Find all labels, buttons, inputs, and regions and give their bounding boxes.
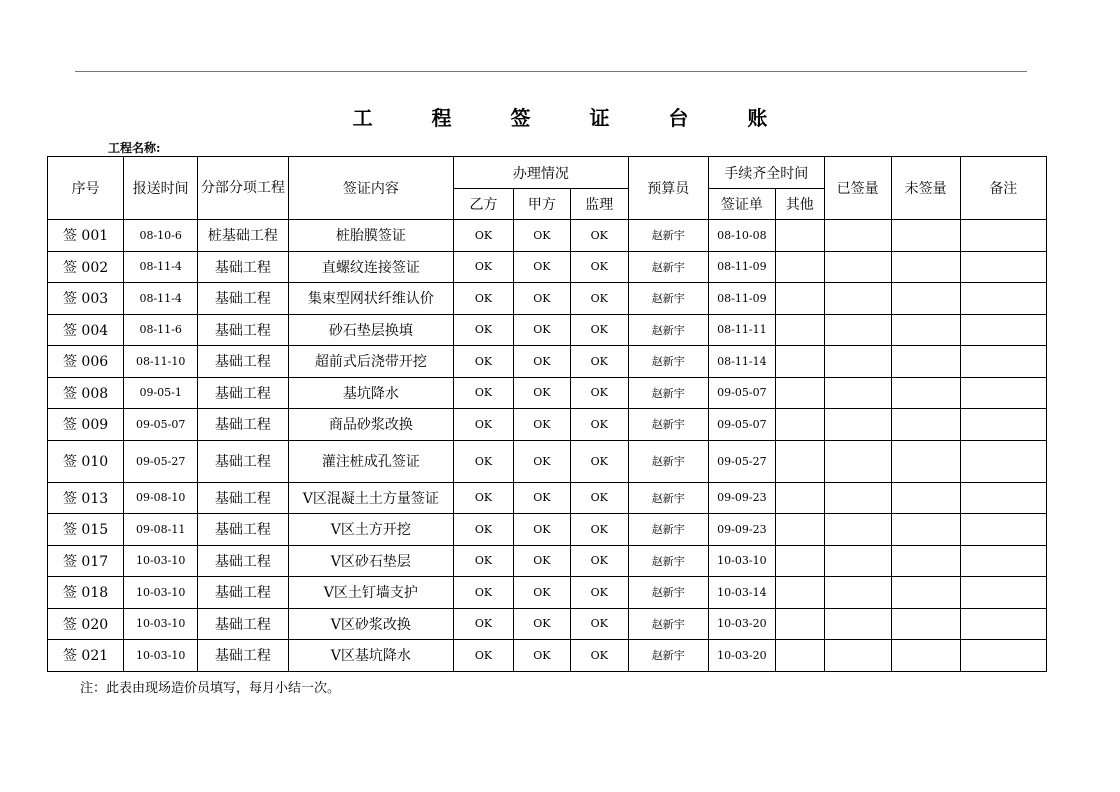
cell-seq: 签 017: [48, 545, 124, 577]
header-party-b: 乙方: [454, 189, 514, 220]
cell-visa-sheet-date: 08-11-09: [708, 283, 775, 315]
cell-content: Ⅴ区混凝土土方量签证: [288, 482, 453, 514]
cell-remarks: [960, 545, 1046, 577]
cell-seq: 签 010: [48, 440, 124, 482]
cell-party-b: OK: [454, 608, 514, 640]
header-other: 其他: [775, 189, 824, 220]
cell-unsigned-qty: [891, 314, 960, 346]
cell-remarks: [960, 640, 1046, 672]
cell-supervision: OK: [570, 314, 628, 346]
cell-budgeter: 赵新宇: [628, 440, 708, 482]
cell-party-a: OK: [513, 377, 570, 409]
cell-party-b: OK: [454, 283, 514, 315]
cell-signed-qty: [824, 640, 891, 672]
cell-submit-date: 10-03-10: [124, 608, 198, 640]
header-party-a: 甲方: [513, 189, 570, 220]
cell-supervision: OK: [570, 346, 628, 378]
top-rule: [75, 71, 1027, 72]
cell-submit-date: 09-08-11: [124, 514, 198, 546]
cell-remarks: [960, 314, 1046, 346]
cell-other: [775, 577, 824, 609]
cell-content: 桩胎膜签证: [288, 220, 453, 252]
cell-subproject: 基础工程: [198, 514, 288, 546]
cell-signed-qty: [824, 545, 891, 577]
cell-signed-qty: [824, 608, 891, 640]
cell-submit-date: 08-11-6: [124, 314, 198, 346]
cell-seq: 签 018: [48, 577, 124, 609]
cell-visa-sheet-date: 10-03-20: [708, 640, 775, 672]
cell-subproject: 基础工程: [198, 545, 288, 577]
cell-budgeter: 赵新宇: [628, 283, 708, 315]
cell-signed-qty: [824, 251, 891, 283]
cell-other: [775, 545, 824, 577]
cell-subproject: 基础工程: [198, 377, 288, 409]
cell-content: 直螺纹连接签证: [288, 251, 453, 283]
cell-content: 商品砂浆改换: [288, 409, 453, 441]
cell-supervision: OK: [570, 251, 628, 283]
cell-visa-sheet-date: 10-03-20: [708, 608, 775, 640]
cell-seq: 签 006: [48, 346, 124, 378]
cell-party-b: OK: [454, 251, 514, 283]
cell-unsigned-qty: [891, 377, 960, 409]
table-row: [48, 482, 1047, 514]
cell-party-b: OK: [454, 440, 514, 482]
cell-supervision: OK: [570, 608, 628, 640]
cell-budgeter: 赵新宇: [628, 314, 708, 346]
table-row: [48, 283, 1047, 315]
cell-submit-date: 09-08-10: [124, 482, 198, 514]
cell-budgeter: 赵新宇: [628, 545, 708, 577]
cell-budgeter: 赵新宇: [628, 220, 708, 252]
cell-submit-date: 10-03-10: [124, 545, 198, 577]
cell-submit-date: 09-05-27: [124, 440, 198, 482]
cell-budgeter: 赵新宇: [628, 577, 708, 609]
cell-party-a: OK: [513, 314, 570, 346]
cell-subproject: 基础工程: [198, 283, 288, 315]
cell-party-a: OK: [513, 482, 570, 514]
cell-subproject: 基础工程: [198, 577, 288, 609]
cell-budgeter: 赵新宇: [628, 409, 708, 441]
table-row: [48, 640, 1047, 672]
cell-other: [775, 377, 824, 409]
cell-party-a: OK: [513, 440, 570, 482]
cell-signed-qty: [824, 377, 891, 409]
cell-other: [775, 220, 824, 252]
cell-visa-sheet-date: 08-10-08: [708, 220, 775, 252]
cell-remarks: [960, 220, 1046, 252]
cell-unsigned-qty: [891, 514, 960, 546]
cell-unsigned-qty: [891, 577, 960, 609]
cell-content: 灌注桩成孔签证: [288, 440, 453, 482]
cell-signed-qty: [824, 220, 891, 252]
cell-submit-date: 08-10-6: [124, 220, 198, 252]
cell-subproject: 基础工程: [198, 251, 288, 283]
cell-party-a: OK: [513, 220, 570, 252]
cell-supervision: OK: [570, 440, 628, 482]
cell-other: [775, 346, 824, 378]
cell-subproject: 基础工程: [198, 608, 288, 640]
cell-signed-qty: [824, 409, 891, 441]
cell-unsigned-qty: [891, 220, 960, 252]
cell-seq: 签 015: [48, 514, 124, 546]
cell-subproject: 基础工程: [198, 440, 288, 482]
header-subproject: 分部分项工程: [198, 157, 288, 220]
cell-supervision: OK: [570, 377, 628, 409]
cell-supervision: OK: [570, 640, 628, 672]
cell-content: 超前式后浇带开挖: [288, 346, 453, 378]
cell-submit-date: 09-05-1: [124, 377, 198, 409]
cell-budgeter: 赵新宇: [628, 377, 708, 409]
cell-seq: 签 020: [48, 608, 124, 640]
cell-budgeter: 赵新宇: [628, 640, 708, 672]
table-row: [48, 514, 1047, 546]
table-row: [48, 377, 1047, 409]
cell-content: Ⅴ区砂石垫层: [288, 545, 453, 577]
cell-submit-date: 10-03-10: [124, 577, 198, 609]
cell-supervision: OK: [570, 220, 628, 252]
cell-signed-qty: [824, 577, 891, 609]
cell-submit-date: 09-05-07: [124, 409, 198, 441]
cell-unsigned-qty: [891, 640, 960, 672]
cell-party-b: OK: [454, 577, 514, 609]
table-row: [48, 251, 1047, 283]
header-seq: 序号: [48, 157, 124, 220]
table-row: [48, 409, 1047, 441]
cell-other: [775, 608, 824, 640]
cell-remarks: [960, 283, 1046, 315]
cell-signed-qty: [824, 283, 891, 315]
cell-party-b: OK: [454, 409, 514, 441]
cell-budgeter: 赵新宇: [628, 514, 708, 546]
header-budgeter: 预算员: [628, 157, 708, 220]
cell-remarks: [960, 346, 1046, 378]
cell-signed-qty: [824, 440, 891, 482]
cell-submit-date: 08-11-4: [124, 251, 198, 283]
cell-budgeter: 赵新宇: [628, 608, 708, 640]
cell-party-a: OK: [513, 251, 570, 283]
table-row: [48, 545, 1047, 577]
cell-visa-sheet-date: 09-05-27: [708, 440, 775, 482]
cell-unsigned-qty: [891, 482, 960, 514]
cell-remarks: [960, 377, 1046, 409]
cell-content: 基坑降水: [288, 377, 453, 409]
cell-signed-qty: [824, 482, 891, 514]
cell-visa-sheet-date: 09-05-07: [708, 377, 775, 409]
cell-remarks: [960, 608, 1046, 640]
cell-supervision: OK: [570, 577, 628, 609]
header-complete-time: 手续齐全时间: [708, 157, 824, 189]
cell-party-a: OK: [513, 514, 570, 546]
cell-content: Ⅴ区土方开挖: [288, 514, 453, 546]
cell-seq: 签 001: [48, 220, 124, 252]
cell-content: Ⅴ区基坑降水: [288, 640, 453, 672]
cell-submit-date: 08-11-10: [124, 346, 198, 378]
cell-supervision: OK: [570, 514, 628, 546]
cell-signed-qty: [824, 514, 891, 546]
cell-other: [775, 640, 824, 672]
cell-visa-sheet-date: 10-03-10: [708, 545, 775, 577]
cell-unsigned-qty: [891, 608, 960, 640]
cell-seq: 签 002: [48, 251, 124, 283]
header-supervision: 监理: [570, 189, 628, 220]
cell-other: [775, 314, 824, 346]
cell-remarks: [960, 482, 1046, 514]
cell-remarks: [960, 409, 1046, 441]
cell-seq: 签 009: [48, 409, 124, 441]
footnote: 注：此表由现场造价员填写，每月小结一次。: [80, 681, 341, 696]
header-content: 签证内容: [288, 157, 453, 220]
cell-visa-sheet-date: 09-05-07: [708, 409, 775, 441]
header-remarks: 备注: [960, 157, 1046, 220]
cell-seq: 签 021: [48, 640, 124, 672]
cell-other: [775, 482, 824, 514]
cell-visa-sheet-date: 09-09-23: [708, 482, 775, 514]
cell-supervision: OK: [570, 409, 628, 441]
cell-party-b: OK: [454, 314, 514, 346]
cell-subproject: 桩基础工程: [198, 220, 288, 252]
table-row: [48, 220, 1047, 252]
cell-other: [775, 283, 824, 315]
cell-content: 集束型网状纤维认价: [288, 283, 453, 315]
header-visa-sheet: 签证单: [708, 189, 775, 220]
cell-remarks: [960, 440, 1046, 482]
cell-budgeter: 赵新宇: [628, 482, 708, 514]
cell-signed-qty: [824, 314, 891, 346]
cell-content: 砂石垫层换填: [288, 314, 453, 346]
table-row: [48, 314, 1047, 346]
cell-party-b: OK: [454, 220, 514, 252]
cell-visa-sheet-date: 08-11-14: [708, 346, 775, 378]
cell-subproject: 基础工程: [198, 346, 288, 378]
cell-party-b: OK: [454, 377, 514, 409]
cell-subproject: 基础工程: [198, 640, 288, 672]
cell-party-a: OK: [513, 283, 570, 315]
header-submit-time: 报送时间: [124, 157, 198, 220]
cell-budgeter: 赵新宇: [628, 251, 708, 283]
page-title: 工 程 签 证 台 账: [352, 106, 794, 130]
project-name-label: 工程名称:: [108, 141, 161, 155]
cell-submit-date: 08-11-4: [124, 283, 198, 315]
cell-content: Ⅴ区土钉墙支护: [288, 577, 453, 609]
cell-remarks: [960, 577, 1046, 609]
cell-seq: 签 013: [48, 482, 124, 514]
cell-party-b: OK: [454, 514, 514, 546]
cell-party-b: OK: [454, 545, 514, 577]
cell-other: [775, 251, 824, 283]
cell-visa-sheet-date: 08-11-09: [708, 251, 775, 283]
cell-unsigned-qty: [891, 545, 960, 577]
cell-party-a: OK: [513, 545, 570, 577]
cell-seq: 签 003: [48, 283, 124, 315]
table-row: [48, 346, 1047, 378]
cell-party-a: OK: [513, 640, 570, 672]
cell-unsigned-qty: [891, 440, 960, 482]
ledger-body: [48, 220, 1047, 672]
cell-subproject: 基础工程: [198, 409, 288, 441]
cell-visa-sheet-date: 10-03-14: [708, 577, 775, 609]
cell-unsigned-qty: [891, 283, 960, 315]
cell-supervision: OK: [570, 545, 628, 577]
visa-ledger-table: [47, 156, 1047, 672]
cell-subproject: 基础工程: [198, 482, 288, 514]
cell-seq: 签 008: [48, 377, 124, 409]
cell-unsigned-qty: [891, 409, 960, 441]
cell-subproject: 基础工程: [198, 314, 288, 346]
cell-other: [775, 409, 824, 441]
cell-unsigned-qty: [891, 346, 960, 378]
cell-unsigned-qty: [891, 251, 960, 283]
header-signed-qty: 已签量: [824, 157, 891, 220]
cell-seq: 签 004: [48, 314, 124, 346]
table-row: [48, 440, 1047, 482]
cell-visa-sheet-date: 09-09-23: [708, 514, 775, 546]
cell-party-b: OK: [454, 640, 514, 672]
cell-budgeter: 赵新宇: [628, 346, 708, 378]
cell-signed-qty: [824, 346, 891, 378]
header-unsigned-qty: 未签量: [891, 157, 960, 220]
cell-supervision: OK: [570, 283, 628, 315]
cell-party-b: OK: [454, 482, 514, 514]
header-handling: 办理情况: [454, 157, 629, 189]
cell-remarks: [960, 514, 1046, 546]
cell-party-b: OK: [454, 346, 514, 378]
cell-party-a: OK: [513, 577, 570, 609]
cell-other: [775, 440, 824, 482]
cell-party-a: OK: [513, 409, 570, 441]
cell-submit-date: 10-03-10: [124, 640, 198, 672]
cell-party-a: OK: [513, 608, 570, 640]
cell-supervision: OK: [570, 482, 628, 514]
table-row: [48, 577, 1047, 609]
cell-remarks: [960, 251, 1046, 283]
cell-party-a: OK: [513, 346, 570, 378]
cell-visa-sheet-date: 08-11-11: [708, 314, 775, 346]
cell-other: [775, 514, 824, 546]
cell-content: Ⅴ区砂浆改换: [288, 608, 453, 640]
table-row: [48, 608, 1047, 640]
